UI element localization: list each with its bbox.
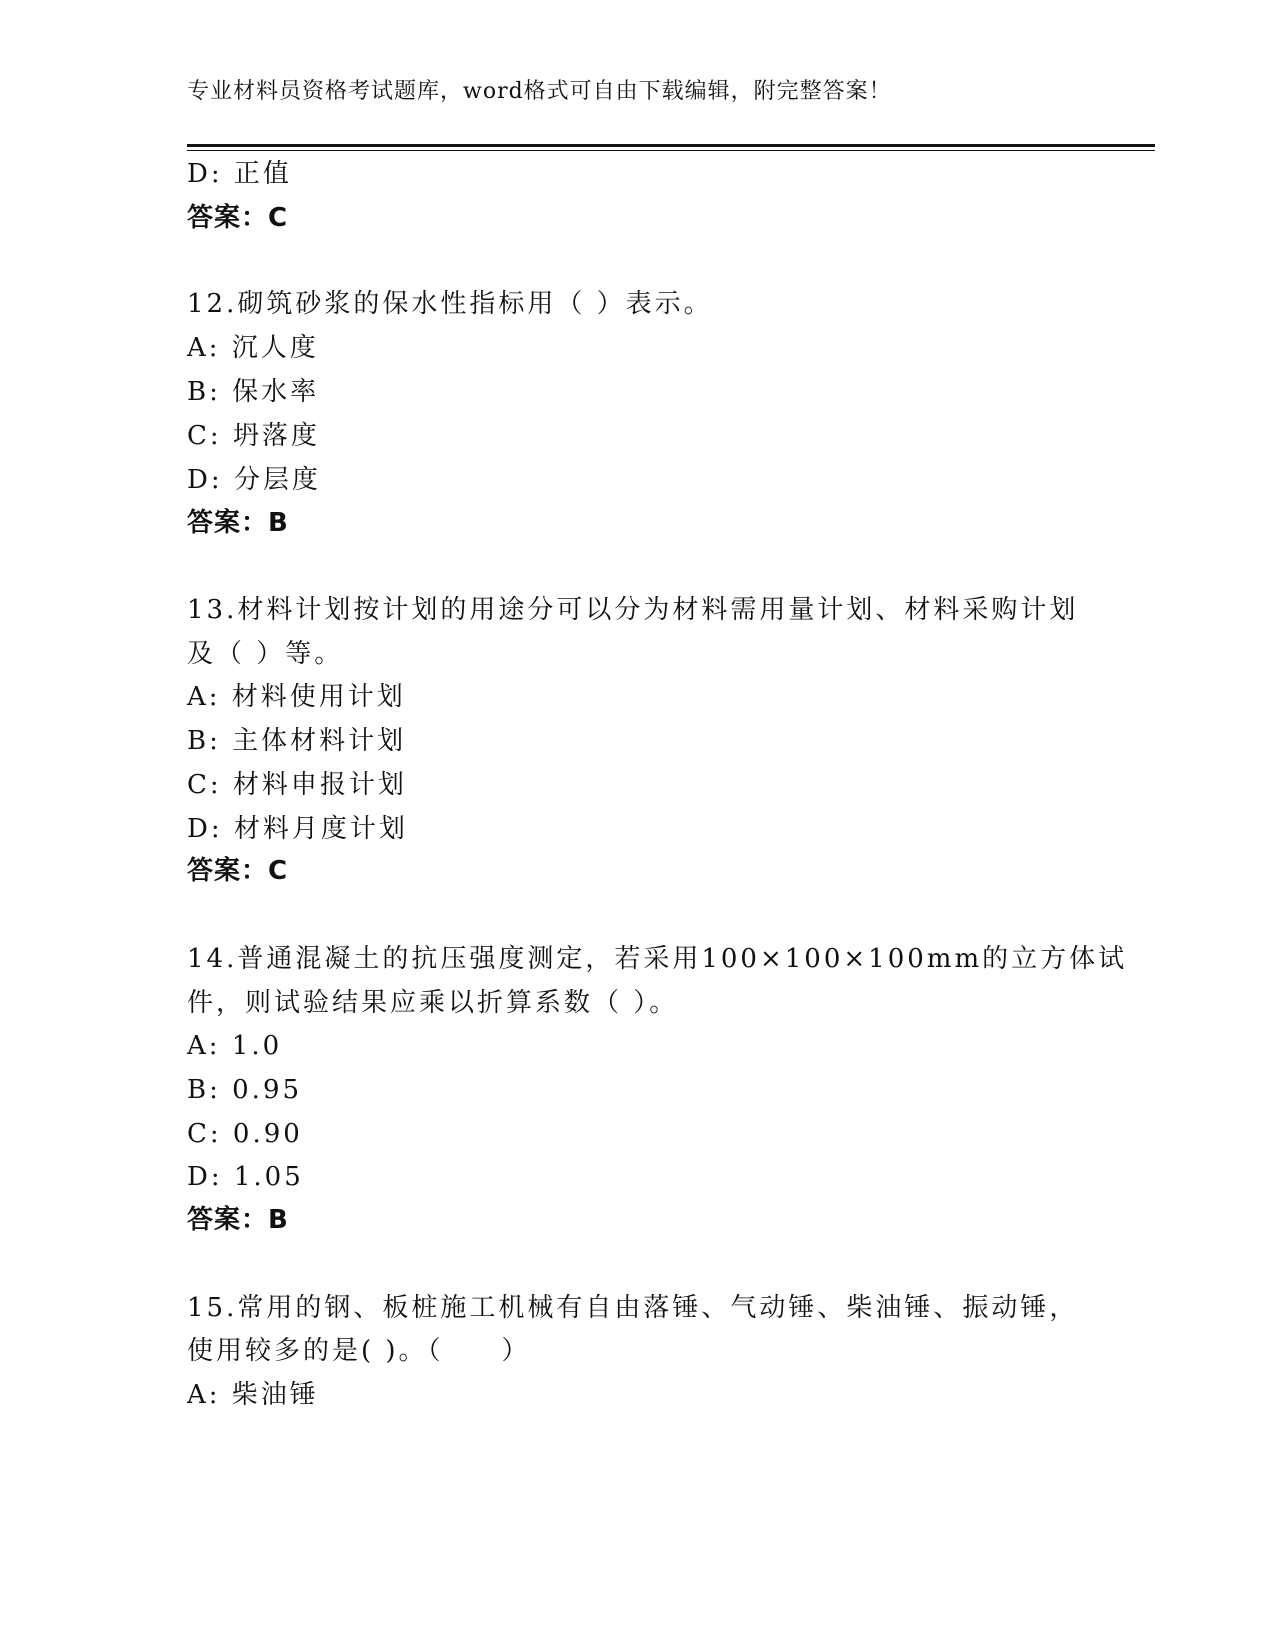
- q13-option-a: A: 材料使用计划: [187, 682, 406, 712]
- q14-option-d: D: 1.05: [187, 1162, 304, 1192]
- q13-stem-line1: 13.材料计划按计划的用途分可以分为材料需用量计划、材料采购计划: [187, 595, 1079, 625]
- q12-answer: 答案：B: [187, 508, 289, 538]
- q12-option-a: A: 沉人度: [187, 333, 319, 363]
- q13-option-d: D: 材料月度计划: [187, 814, 408, 844]
- q11-option-d: D: 正值: [187, 159, 292, 189]
- q14-stem-line2: 件，则试验结果应乘以折算系数（ ）。: [187, 988, 679, 1018]
- q15-stem-line1: 15.常用的钢、板桩施工机械有自由落锤、气动锤、柴油锤、振动锤，: [187, 1293, 1079, 1323]
- q13-answer: 答案：C: [187, 856, 289, 886]
- q12-option-c: C: 坍落度: [187, 421, 320, 451]
- q11-answer: 答案：C: [187, 203, 289, 233]
- q12-option-b: B: 保水率: [187, 377, 320, 407]
- q13-option-b: B: 主体材料计划: [187, 726, 407, 756]
- q13-stem-line2: 及（ ）等。: [187, 639, 344, 669]
- q15-stem-line2: 使用较多的是( )。（ ）: [187, 1336, 531, 1366]
- page-header: 专业材料员资格考试题库，word格式可自由下载编辑，附完整答案！: [187, 79, 892, 104]
- q12-option-d: D: 分层度: [187, 465, 321, 495]
- header-rule-thick: [187, 144, 1155, 147]
- q14-option-c: C: 0.90: [187, 1119, 303, 1149]
- q14-answer: 答案：B: [187, 1205, 289, 1235]
- q13-option-c: C: 材料申报计划: [187, 770, 407, 800]
- q14-option-a: A: 1.0: [187, 1031, 283, 1061]
- q14-option-b: B: 0.95: [187, 1075, 303, 1105]
- q12-stem: 12.砌筑砂浆的保水性指标用（ ）表示。: [187, 289, 713, 319]
- header-rule-thin: [187, 150, 1155, 151]
- q15-option-a: A: 柴油锤: [187, 1380, 319, 1410]
- q14-stem-line1: 14.普通混凝土的抗压强度测定，若采用100×100×100mm的立方体试: [187, 944, 1128, 974]
